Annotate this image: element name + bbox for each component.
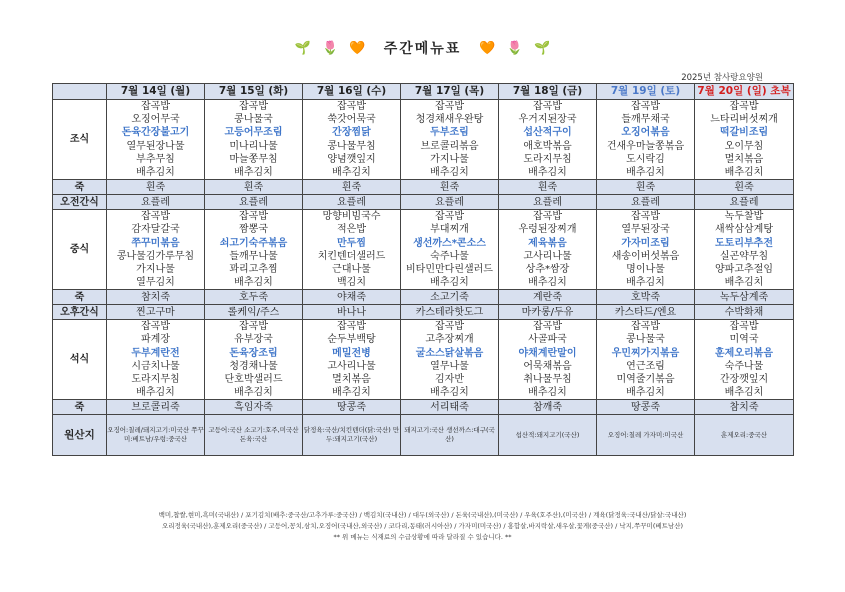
pm-snack-row: [53, 305, 794, 320]
menu-item: 만두찜: [337, 237, 366, 249]
porridge-cell: 호박죽: [597, 290, 695, 305]
lunch-day-cell: [499, 210, 597, 290]
menu-item: 굴소스닭살볶음: [415, 347, 484, 359]
am-snack-row: [53, 195, 794, 210]
pm-snack-label: 오후간식: [53, 305, 107, 320]
note-line: ** 위 메뉴는 식재료의 수급상황에 따라 달라질 수 있습니다. **: [333, 533, 512, 541]
menu-item: 잡곡밥: [533, 211, 562, 223]
origin-cell: 닭정육:국산/치킨텐더(닭:국산) 만두:돼지고기(국산): [303, 415, 401, 456]
menu-item: 두부계란전: [131, 347, 180, 359]
menu-item: 애호박볶음: [523, 140, 572, 152]
breakfast-row: [53, 100, 794, 180]
menu-item: 잡곡밥: [533, 101, 562, 112]
menu-item: 잡곡밥: [141, 211, 170, 223]
menu-item: 콩나물무침: [327, 140, 376, 152]
menu-item: 배추김치: [724, 277, 764, 289]
am-snack-cell: 요플레: [303, 195, 401, 210]
menu-item: 부대찌개: [430, 224, 469, 236]
dinner-day-cell: [401, 320, 499, 400]
menu-item: 잡곡밥: [141, 321, 170, 333]
porridge-cell: 흰죽: [205, 180, 303, 195]
menu-item: 열무김치: [136, 277, 175, 289]
porridge-cell: 계란죽: [499, 290, 597, 305]
porridge-cell: 흑임자죽: [205, 400, 303, 415]
menu-item: 잡곡밥: [435, 321, 464, 333]
menu-item: 양념깻잎지: [327, 153, 376, 165]
menu-item: 배추김치: [234, 166, 273, 178]
am-snack-cell: 요플레: [597, 195, 695, 210]
porridge-label: 죽: [53, 180, 107, 195]
origin-cell: 훈제오리:중국산: [695, 415, 794, 456]
breakfast-label: 조식: [53, 100, 107, 180]
note-line: 백미,찹쌀,현미,흑미(국내산) / 포기김치(배추:중국산/고추가루:중국산) / 백김치(국내산) / 대두(외국산) / 돈육(국내산),(미국산) / 우육(호주산),(미국산) / 계육(닭정육:국내산/닭살:국내산): [158, 511, 687, 519]
menu-item: 실곤약무침: [719, 250, 769, 262]
menu-item: 양파고추절임: [715, 263, 773, 275]
menu-item: 배추김치: [626, 166, 665, 178]
menu-item: 유부장국: [234, 334, 273, 346]
tulip-icon: 🌷: [506, 41, 523, 56]
breakfast-day-cell: [303, 100, 401, 180]
day-header: 7월 16일 (수): [303, 84, 401, 100]
menu-item: 고사리나물: [327, 360, 376, 372]
day-header-saturday: 7월 19일 (토): [597, 84, 695, 100]
facility-name: 2025년 참사랑요양원: [681, 73, 763, 83]
menu-item: 꽈리고추찜: [229, 263, 278, 275]
porridge-cell: 참치죽: [695, 400, 794, 415]
menu-item: 생선까스*콘소스: [413, 237, 486, 249]
menu-item: 배추김치: [430, 277, 469, 289]
heart-icon: 🧡: [349, 41, 366, 56]
menu-item: 제육볶음: [528, 237, 567, 249]
day-header-sunday: 7월 20일 (일) 초복: [695, 84, 794, 100]
menu-item: 브로콜리볶음: [420, 140, 479, 152]
corner-cell: [53, 84, 107, 100]
menu-item: 잡곡밥: [337, 101, 366, 112]
menu-item: 숙주나물: [724, 360, 764, 372]
dinner-day-cell: [107, 320, 205, 400]
weekly-menu-table: [52, 83, 794, 456]
menu-item: 배추김치: [332, 387, 371, 399]
menu-item: 잡곡밥: [729, 101, 759, 112]
menu-item: 김자반: [435, 374, 464, 385]
menu-item: 열무나물: [430, 360, 469, 372]
menu-item: 마늘쫑무침: [229, 153, 278, 165]
menu-item: 배추김치: [528, 277, 567, 289]
page-title: 주간메뉴표: [383, 41, 462, 57]
lunch-day-cell: [107, 210, 205, 290]
menu-item: 가자미조림: [621, 237, 670, 249]
menu-item: 간장찜닭: [332, 127, 371, 139]
dinner-row: [53, 320, 794, 400]
menu-item: 멸치볶음: [724, 153, 764, 165]
menu-item: 청경채나물: [229, 360, 278, 372]
lunch-row: [53, 210, 794, 290]
dinner-label: 석식: [53, 320, 107, 400]
menu-item: 메밀전병: [332, 347, 371, 359]
menu-item: 느타리버섯찌개: [710, 114, 778, 126]
menu-item: 쇠고기숙주볶음: [219, 237, 288, 249]
menu-item: 건새우마늘쫑볶음: [606, 140, 685, 152]
day-header: 7월 15일 (화): [205, 84, 303, 100]
menu-item: 잡곡밥: [239, 101, 268, 112]
menu-item: 취나물무침: [523, 374, 572, 385]
menu-item: 콩나물국: [626, 334, 665, 346]
pm-snack-cell: 카스테라핫도그: [401, 305, 499, 320]
menu-item: 어묵채볶음: [523, 360, 572, 372]
menu-item: 청경채새우완탕: [415, 114, 484, 126]
porridge-cell: 서리태죽: [401, 400, 499, 415]
menu-item: 열무된장국: [621, 224, 670, 236]
am-snack-cell: 요플레: [499, 195, 597, 210]
pm-snack-cell: 카스타드/엔요: [597, 305, 695, 320]
menu-item: 사골파국: [528, 334, 567, 346]
menu-item: 적은밥: [337, 224, 366, 236]
breakfast-day-cell: [401, 100, 499, 180]
breakfast-day-cell: [499, 100, 597, 180]
menu-item: 순두부백탕: [327, 334, 376, 346]
tulip-icon: 🌷: [322, 41, 339, 56]
origin-cell: 섭산적:돼지고기(국산): [499, 415, 597, 456]
porridge-label: 죽: [53, 400, 107, 415]
lunch-day-cell: [597, 210, 695, 290]
menu-item: 쭈꾸미볶음: [131, 237, 180, 249]
menu-item: 고사리나물: [523, 250, 572, 262]
menu-item: 새송이버섯볶음: [611, 250, 680, 262]
porridge-cell: 흰죽: [597, 180, 695, 195]
menu-item: 배추김치: [528, 166, 567, 178]
menu-item: 도라지무침: [131, 374, 180, 385]
menu-item: 쑥갓어묵국: [327, 114, 376, 126]
menu-item: 열무된장나물: [126, 140, 185, 152]
menu-item: 배추김치: [332, 166, 371, 178]
menu-item: 짬뽕국: [239, 224, 268, 236]
menu-item: 우민찌가지볶음: [611, 347, 680, 359]
origin-row: [53, 415, 794, 456]
menu-item: 고등어무조림: [224, 127, 283, 139]
breakfast-day-cell: [597, 100, 695, 180]
menu-item: 잡곡밥: [533, 321, 562, 333]
menu-item: 떡갈비조림: [719, 127, 769, 139]
pm-snack-cell: 바나나: [303, 305, 401, 320]
porridge-cell: 땅콩죽: [303, 400, 401, 415]
sprout-icon: 🌱: [533, 41, 551, 56]
menu-item: 도토리부추전: [715, 237, 773, 249]
menu-item: 도시락김: [626, 153, 665, 165]
menu-item: 고추장찌개: [425, 334, 474, 346]
menu-item: 잡곡밥: [141, 101, 170, 112]
menu-item: 배추김치: [234, 277, 273, 289]
menu-item: 미역줄기볶음: [616, 374, 675, 385]
menu-item: 비타민만다린샐러드: [406, 263, 493, 275]
menu-item: 돈육장조림: [229, 347, 278, 359]
note-line: 오리정육(국내산),훈제오리(중국산) / 고등어,꽁치,삼치,오징어(국내산,외국산) / 코다리,동태(러시아산) / 가자미(미국산) / 홍합살,바지락살,새우살,꽃게(중국산) / 낙지,쭈꾸미(베트남산): [161, 522, 684, 530]
menu-item: 우거지된장국: [518, 114, 577, 126]
breakfast-day-cell: [695, 100, 794, 180]
origin-cell: 돼지고기:국산 생선까스:대구(국산): [401, 415, 499, 456]
porridge-cell: 호두죽: [205, 290, 303, 305]
menu-item: 간장깻잎지: [719, 374, 769, 385]
porridge-cell: 브로콜리죽: [107, 400, 205, 415]
porridge-cell: 참치죽: [107, 290, 205, 305]
menu-item: 치킨텐더샐러드: [317, 250, 386, 262]
menu-item: 두부조림: [430, 127, 469, 139]
menu-item: 배추김치: [136, 166, 175, 178]
title-row: [0, 38, 845, 60]
lunch-day-cell: [695, 210, 794, 290]
menu-item: 돈육간장불고기: [121, 127, 190, 139]
menu-item: 오징어볶음: [621, 127, 670, 139]
menu-item: 미나리나물: [229, 140, 278, 152]
menu-item: 배추김치: [724, 387, 764, 399]
menu-item: 콩나물국: [234, 114, 273, 126]
porridge-cell: 참깨죽: [499, 400, 597, 415]
menu-item: 새싹삼삼계탕: [715, 224, 773, 236]
porridge-row: [53, 290, 794, 305]
menu-item: 도라지무침: [523, 153, 572, 165]
porridge-cell: 땅콩죽: [597, 400, 695, 415]
menu-item: 잡곡밥: [631, 101, 660, 112]
menu-item: 망향비빔국수: [322, 211, 381, 223]
menu-item: 잡곡밥: [337, 321, 366, 333]
menu-item: 배추김치: [234, 387, 273, 399]
am-snack-cell: 요플레: [205, 195, 303, 210]
lunch-day-cell: [303, 210, 401, 290]
menu-item: 들깨무나물: [229, 250, 278, 262]
menu-item: 부추무침: [136, 153, 175, 165]
heart-icon: 🧡: [479, 41, 496, 56]
notes: [52, 510, 793, 543]
menu-item: 잡곡밥: [631, 211, 660, 223]
am-snack-cell: 요플레: [401, 195, 499, 210]
am-snack-label: 오전간식: [53, 195, 107, 210]
menu-item: 연근조림: [626, 360, 665, 372]
menu-item: 잡곡밥: [239, 321, 268, 333]
porridge-row: [53, 400, 794, 415]
dinner-day-cell: [303, 320, 401, 400]
menu-item: 배추김치: [528, 387, 567, 399]
porridge-cell: 흰죽: [695, 180, 794, 195]
day-header: 7월 14일 (월): [107, 84, 205, 100]
lunch-day-cell: [205, 210, 303, 290]
origin-cell: 오징어:칠레 가자미:미국산: [597, 415, 695, 456]
porridge-row: [53, 180, 794, 195]
menu-item: 배추김치: [626, 387, 665, 399]
dinner-day-cell: [695, 320, 794, 400]
menu-item: 오징어무국: [131, 114, 180, 126]
am-snack-cell: 요플레: [107, 195, 205, 210]
porridge-label: 죽: [53, 290, 107, 305]
origin-cell: 고등어:국산 소고기:호주,미국산 돈육:국산: [205, 415, 303, 456]
menu-item: 콩나물김가루무침: [116, 250, 195, 262]
header-row: [53, 84, 794, 100]
menu-item: 섭산적구이: [523, 127, 572, 139]
menu-item: 잡곡밥: [631, 321, 660, 333]
menu-item: 배추김치: [430, 166, 469, 178]
am-snack-cell: 요플레: [695, 195, 794, 210]
lunch-day-cell: [401, 210, 499, 290]
menu-item: 배추김치: [626, 277, 665, 289]
pm-snack-cell: 찐고구마: [107, 305, 205, 320]
menu-item: 가지나물: [136, 263, 175, 275]
menu-item: 멸치볶음: [332, 374, 371, 385]
menu-item: 백김치: [337, 277, 366, 289]
porridge-cell: 녹두삼계죽: [695, 290, 794, 305]
menu-item: 단호박샐러드: [224, 374, 283, 385]
menu-item: 근대나물: [332, 263, 371, 275]
menu-item: 배추김치: [136, 387, 175, 399]
menu-item: 상추*쌈장: [525, 263, 570, 275]
menu-item: 잡곡밥: [729, 321, 759, 333]
dinner-day-cell: [205, 320, 303, 400]
origin-cell: 오징어:칠레/돼지고기:미국산 쭈꾸미:베트남/우렁:중국산: [107, 415, 205, 456]
porridge-cell: 흰죽: [107, 180, 205, 195]
porridge-cell: 소고기죽: [401, 290, 499, 305]
menu-item: 미역국: [729, 334, 759, 346]
menu-item: 잡곡밥: [435, 101, 464, 112]
breakfast-day-cell: [205, 100, 303, 180]
breakfast-day-cell: [107, 100, 205, 180]
menu-item: 배추김치: [724, 166, 764, 178]
menu-item: 명이나물: [626, 263, 665, 275]
day-header: 7월 18일 (금): [499, 84, 597, 100]
day-header: 7월 17일 (목): [401, 84, 499, 100]
menu-item: 파계장: [141, 334, 170, 346]
menu-item: 잡곡밥: [239, 211, 268, 223]
menu-item: 녹두찰밥: [724, 211, 764, 223]
lunch-label: 중식: [53, 210, 107, 290]
dinner-day-cell: [597, 320, 695, 400]
pm-snack-cell: 수박화채: [695, 305, 794, 320]
menu-item: 숙주나물: [430, 250, 469, 262]
menu-item: 들깨무채국: [621, 114, 670, 126]
porridge-cell: 흰죽: [499, 180, 597, 195]
pm-snack-cell: 롤케익/주스: [205, 305, 303, 320]
dinner-day-cell: [499, 320, 597, 400]
menu-item: 야채계란말이: [518, 347, 577, 359]
menu-item: 잡곡밥: [435, 211, 464, 223]
pm-snack-cell: 마카롱/두유: [499, 305, 597, 320]
menu-item: 가지나물: [430, 153, 469, 165]
menu-item: 훈제오리볶음: [715, 347, 773, 359]
porridge-cell: 흰죽: [303, 180, 401, 195]
porridge-cell: 야채죽: [303, 290, 401, 305]
menu-item: 감자달갈국: [131, 224, 180, 236]
menu-item: 우렁된장찌개: [518, 224, 577, 236]
sprout-icon: 🌱: [294, 41, 312, 56]
menu-item: 오이무침: [724, 140, 764, 152]
porridge-cell: 흰죽: [401, 180, 499, 195]
menu-item: 시금치나물: [131, 360, 180, 372]
origin-label: 원산지: [53, 415, 107, 456]
menu-item: 배추김치: [430, 387, 469, 399]
